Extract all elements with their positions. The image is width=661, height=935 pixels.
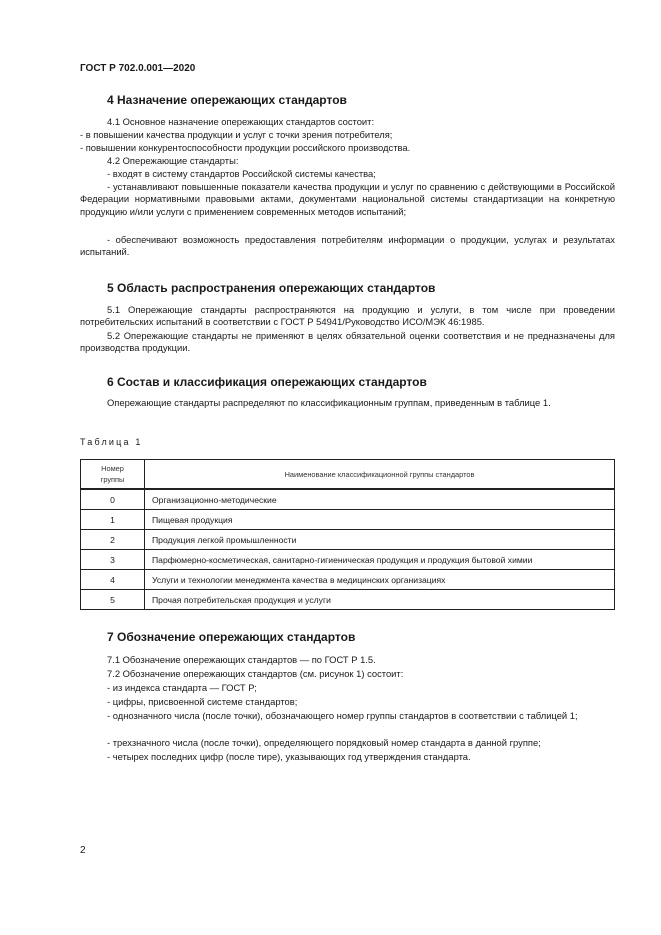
table-row — [81, 550, 615, 570]
table-row — [81, 570, 615, 590]
section-4-title: 4 Назначение опережающих стандартов — [107, 93, 347, 107]
section-7-line: - цифры, присвоенной системе стандартов; — [107, 696, 298, 707]
table-cell-name: Продукция легкой промышленности — [145, 530, 615, 550]
section-4-paragraph: - обеспечивают возможность предоставления потребителям информации о продукции, услугах и результатах испытаний. — [80, 234, 615, 258]
table-row — [81, 530, 615, 550]
table-cell-number: 0 — [81, 489, 145, 510]
table-cell-name: Прочая потребительская продукция и услуги — [145, 590, 615, 610]
table-row — [81, 590, 615, 610]
table-row — [81, 489, 615, 510]
table-header-name: Наименование классификационной группы стандартов — [145, 460, 615, 490]
section-7-line: - трехзначного числа (после точки), определяющего порядковый номер стандарта в данной группе; — [107, 737, 541, 748]
section-4-line: - в повышении качества продукции и услуг с точки зрения потребителя; — [80, 129, 393, 140]
document-code: ГОСТ Р 702.0.001—2020 — [80, 63, 196, 74]
table-header-number-line2: группы — [100, 475, 125, 484]
section-6-title: 6 Состав и классификация опережающих стандартов — [107, 375, 427, 389]
table-header-number — [81, 460, 145, 490]
section-4-paragraph: - устанавливают повышенные показатели качества продукции и услуг по сравнению с действующими в Российской Федерации нормативными правовыми актами, документами национальной системы стандартизации на конкретную продукцию и/или услуги с применением современных методов испытаний; — [80, 181, 615, 217]
table-cell-name: Пищевая продукция — [145, 510, 615, 530]
section-7-line: 7.2 Обозначение опережающих стандартов (см. рисунок 1) состоит: — [107, 668, 404, 679]
section-7-line: - из индекса стандарта — ГОСТ Р; — [107, 682, 257, 693]
classification-table — [80, 459, 615, 610]
table-cell-name: Организационно-методические — [145, 489, 615, 510]
table-cell-number: 1 — [81, 510, 145, 530]
table-cell-number: 2 — [81, 530, 145, 550]
section-5-paragraph: 5.1 Опережающие стандарты распространяются на продукцию и услуги, в том числе при проведении потребительских испытаний в соответствии с ГОСТ Р 54941/Руководство ИСО/МЭК 46:1985. — [80, 304, 615, 328]
section-4-line: - повышении конкурентоспособности продукции российского производства. — [80, 142, 411, 153]
section-5-paragraph: 5.2 Опережающие стандарты не применяют в целях обязательной оценки соответствия и не предназначены для производства продукции. — [80, 330, 615, 354]
table-header-number-line1: Номер — [101, 464, 124, 473]
section-7-line: 7.1 Обозначение опережающих стандартов — по ГОСТ Р 1.5. — [107, 654, 376, 665]
table-cell-number: 3 — [81, 550, 145, 570]
section-7-title: 7 Обозначение опережающих стандартов — [107, 630, 356, 644]
table-header-row — [81, 460, 615, 490]
section-4-line: - входят в систему стандартов Российской системы качества; — [107, 168, 376, 179]
page-number: 2 — [80, 845, 86, 856]
section-7-paragraph: - однозначного числа (после точки), обозначающего номер группы стандартов в соответствии с таблицей 1; — [107, 710, 578, 721]
table-row — [81, 510, 615, 530]
table-cell-name: Парфюмерно-косметическая, санитарно-гигиеническая продукция и продукция бытовой химии — [145, 550, 615, 570]
table-cell-number: 4 — [81, 570, 145, 590]
section-4-line: 4.1 Основное назначение опережающих стандартов состоит: — [107, 116, 375, 127]
section-5-title: 5 Область распространения опережающих стандартов — [107, 281, 436, 295]
table-caption: Таблица 1 — [80, 437, 143, 447]
table-cell-number: 5 — [81, 590, 145, 610]
section-4-line: 4.2 Опережающие стандарты: — [107, 155, 239, 166]
section-6-paragraph: Опережающие стандарты распределяют по классификационным группам, приведенным в таблице 1. — [107, 397, 551, 408]
table-cell-name: Услуги и технологии менеджмента качества в медицинских организациях — [145, 570, 615, 590]
section-7-line: - четырех последних цифр (после тире), указывающих год утверждения стандарта. — [107, 751, 471, 762]
